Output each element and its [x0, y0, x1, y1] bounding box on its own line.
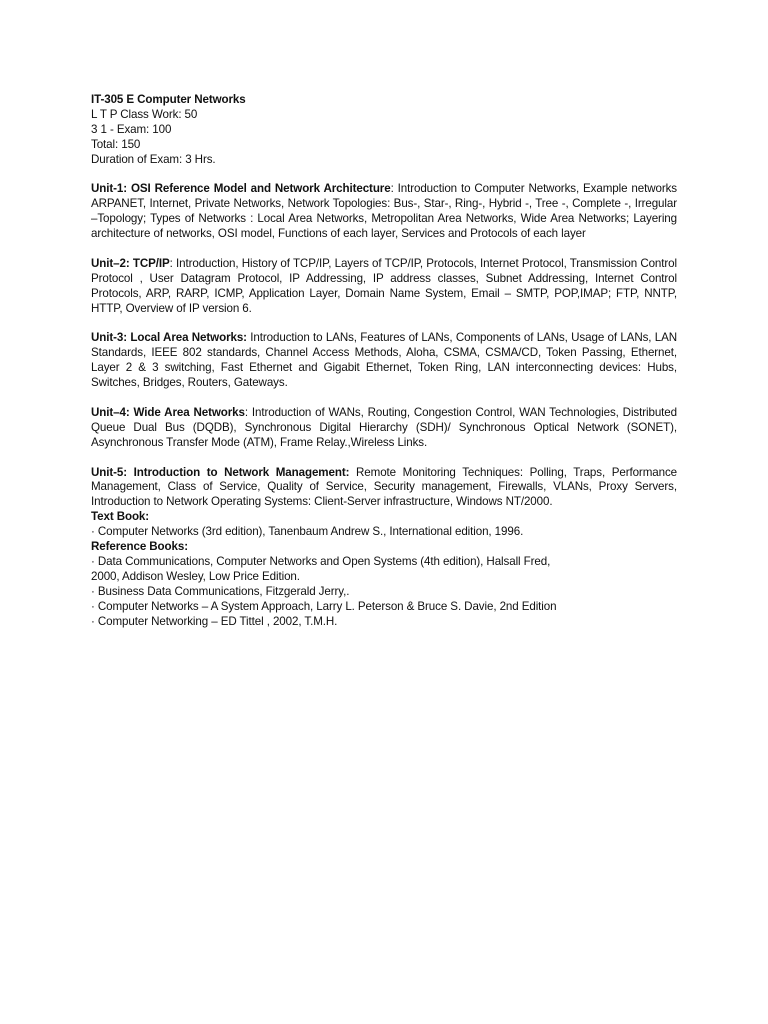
unit-1-title: Unit-1: OSI Reference Model and Network Architecture — [91, 182, 391, 196]
reference-book-item-continued: 2000, Addison Wesley, Low Price Edition. — [91, 569, 300, 583]
unit-5-paragraph — [91, 466, 677, 511]
unit-4-paragraph — [91, 406, 677, 451]
reference-book-item: · Computer Networking – ED Tittel , 2002, T.M.H. — [91, 614, 338, 628]
reference-book-item: · Computer Networks – A System Approach, Larry L. Peterson & Bruce S. Davie, 2nd Edition — [91, 599, 557, 613]
unit-3-paragraph — [91, 331, 677, 391]
unit-1-paragraph — [91, 182, 677, 242]
total-marks-line: Total: 150 — [91, 137, 141, 151]
unit-5-body: Remote Monitoring Techniques: Polling, Traps, Performance Management, Class of Service, Quality of Service, Security management, Firewalls, VLANs, Proxy Servers, Introduction to Network Operating Systems: Client-Server infrastructure, Windows NT/2000. — [91, 465, 677, 509]
reference-book-item: · Business Data Communications, Fitzgerald Jerry,. — [91, 584, 350, 598]
unit-1-body: : Introduction to Computer Networks, Example networks ARPANET, Internet, Private Networks, Network Topologies: Bus-, Star-, Ring-, Hybrid -, Tree -, Complete -, Irregular –Topology; Types of Networks : Local Area Networks, Metropolitan Area Networks, Wide Area Networks; Layering architecture of networks, OSI model, Functions of each layer, Services and Protocols of each layer — [91, 182, 677, 241]
exam-duration-line: Duration of Exam: 3 Hrs. — [91, 152, 216, 166]
unit-4-body: : Introduction of WANs, Routing, Congestion Control, WAN Technologies, Distributed Queue Dual Bus (DQDB), Synchronous Digital Hierarchy (SDH)/ Synchronous Optical Network (SONET), Asynchronous Transfer Mode (ATM), Frame Relay.,Wireless Links. — [91, 405, 677, 449]
reference-books-heading: Reference Books: — [91, 540, 188, 554]
course-title: IT-305 E Computer Networks — [91, 93, 246, 106]
unit-3-title: Unit-3: Local Area Networks: — [91, 331, 247, 345]
unit-2-title: Unit–2: TCP/IP — [91, 256, 170, 270]
unit-5-title: Unit-5: Introduction to Network Management: — [91, 465, 350, 479]
unit-2-body: : Introduction, History of TCP/IP, Layers of TCP/IP, Protocols, Internet Protocol, Transmission Control Protocol , User Datagram Protocol, IP Addressing, IP address classes, Subnet Addressing, Internet Control Protocols, ARP, RARP, ICMP, Application Layer, Domain Name System, Email – SMTP, POP,IMAP; FTP, NNTP, HTTP, Overview of IP version 6. — [91, 256, 677, 315]
exam-marks-line: 3 1 - Exam: 100 — [91, 122, 172, 136]
class-work-line: L T P Class Work: 50 — [91, 107, 198, 121]
unit-3-body: Introduction to LANs, Features of LANs, Components of LANs, Usage of LANs, LAN Standards, IEEE 802 standards, Channel Access Methods, Aloha, CSMA, CSMA/CD, Token Passing, Ethernet, Layer 2 & 3 switching, Fast Ethernet and Gigabit Ethernet, Token Ring, LAN interconnecting devices: Hubs, Switches, Bridges, Routers, Gateways. — [91, 331, 678, 390]
unit-4-title: Unit–4: Wide Area Networks — [91, 405, 245, 419]
reference-book-item: · Data Communications, Computer Networks and Open Systems (4th edition), Halsall Fred, — [91, 555, 551, 569]
unit-2-paragraph — [91, 257, 677, 317]
text-book-heading: Text Book: — [91, 510, 150, 524]
syllabus-document — [91, 93, 677, 630]
text-book-item: · Computer Networks (3rd edition), Tanenbaum Andrew S., International edition, 1996. — [91, 525, 524, 539]
